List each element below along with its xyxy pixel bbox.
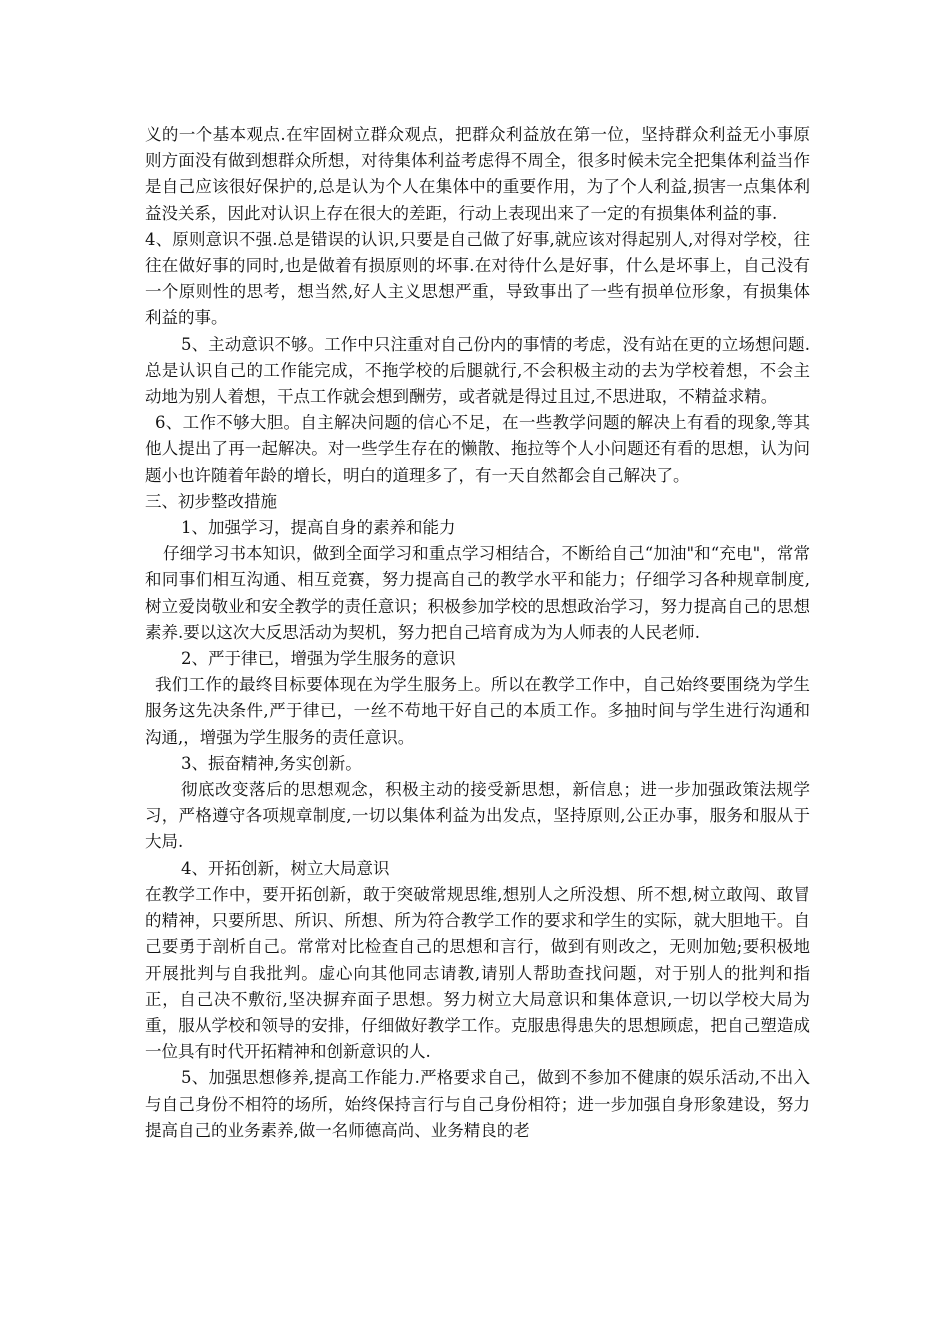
- paragraph-1: 义的一个基本观点.在牢固树立群众观点，把群众利益放在第一位，坚持群众利益无小事原则方面没有做到想群众所想，对待集体利益考虑得不周全，很多时候未完全把集体利益当作是自己应该很好保护的,总是认为个人在集体中的重要作用，为了个人利益,损害一点集体利益没关系，因此对认识上存在很大的差距，行动上表现出来了一定的有损集体利益的事.: [145, 125, 810, 223]
- document-page: [145, 122, 810, 1144]
- paragraph-6: 我们工作的最终目标要体现在为学生服务上。所以在教学工作中，自己始终要围绕为学生服务这先决条件,严于律已，一丝不苟地干好自己的本质工作。多抽时间与学生进行沟通和沟通,，增强为学生服务的责任意识。: [145, 675, 810, 747]
- paragraph-5: 仔细学习书本知识，做到全面学习和重点学习相结合，不断给自己“加油"和“充电"，常常和同事们相互沟通、相互竞赛，努力提高自己的教学水平和能力；仔细学习各种规章制度,树立爱岗敬业和安全教学的责任意识；积极参加学校的思想政治学习，努力提高自己的思想素养.要以这次大反思活动为契机，努力把自己培育成为为人师表的人民老师.: [145, 544, 810, 642]
- paragraph-2: 4、原则意识不强.总是错误的认识,只要是自己做了好事,就应该对得起别人,对得对学校，往往在做好事的同时,也是做着有损原则的坏事.在对待什么是好事，什么是坏事上，自己没有一个原则性的思考，想当然,好人主义思想严重，导致事出了一些有损单位形象，有损集体利益的事。: [145, 229, 810, 328]
- paragraph-8: 在教学工作中，要开拓创新，敢于突破常规思维,想别人之所没想、所不想,树立敢闯、敢冒的精神，只要所思、所识、所想、所为符合教学工作的要求和学生的实际，就大胆地干。自己要勇于剖析自己。常常对比检查自己的思想和言行，做到有则改之，无则加勉;要积极地开展批判与自我批判。虚心向其他同志请教,请别人帮助查找问题，对于别人的批判和指正，自己决不敷衍,坚决摒弃面子思想。努力树立大局意识和集体意识,一切以学校大局为重，服从学校和领导的安排，仔细做好教学工作。克服患得患失的思想顾虑，把自己塑造成一位具有时代开拓精神和创新意识的人.: [145, 884, 810, 1062]
- paragraph-7: 彻底改变落后的思想观念，积极主动的接受新思想，新信息；进一步加强政策法规学习，严格遵守各项规章制度,一切以集体利益为出发点，坚持原则,公正办事，服务和服从于大局.: [145, 780, 810, 852]
- paragraph-9: 5、加强思想修养,提高工作能力.严格要求自己，做到不参加不健康的娱乐活动,不出入与自己身份不相符的场所，始终保持言行与自己身份相符；进一步加强自身形象建设，努力提高自己的业务素养,做一名师德高尚、业务精良的老: [145, 1068, 810, 1140]
- subheading-1: 1、加强学习，提高自身的素养和能力: [181, 518, 456, 538]
- subheading-4: 4、开拓创新，树立大局意识: [181, 858, 390, 878]
- subheading-2: 2、严于律已，增强为学生服务的意识: [181, 649, 456, 669]
- section-heading: 三、初步整改措施: [145, 491, 277, 511]
- paragraph-3: 5、主动意识不够。工作中只注重对自己份内的事情的考虑，没有站在更的立场想问题.总是认识自己的工作能完成，不拖学校的后腿就行,不会积极主动的去为学校着想，不会主动地为别人着想，干点工作就会想到酬劳，或者就是得过且过,不思进取，不精益求精。: [145, 334, 810, 407]
- paragraph-4: 6、工作不够大胆。自主解决问题的信心不足，在一些教学问题的解决上有看的现象,等其他人提出了再一起解决。对一些学生存在的懒散、拖拉等个人小问题还有看的思想，认为问题小也许随着年龄的增长，明白的道理多了，有一天自然都会自己解决了。: [145, 413, 810, 485]
- subheading-3: 3、振奋精神,务实创新。: [181, 753, 362, 773]
